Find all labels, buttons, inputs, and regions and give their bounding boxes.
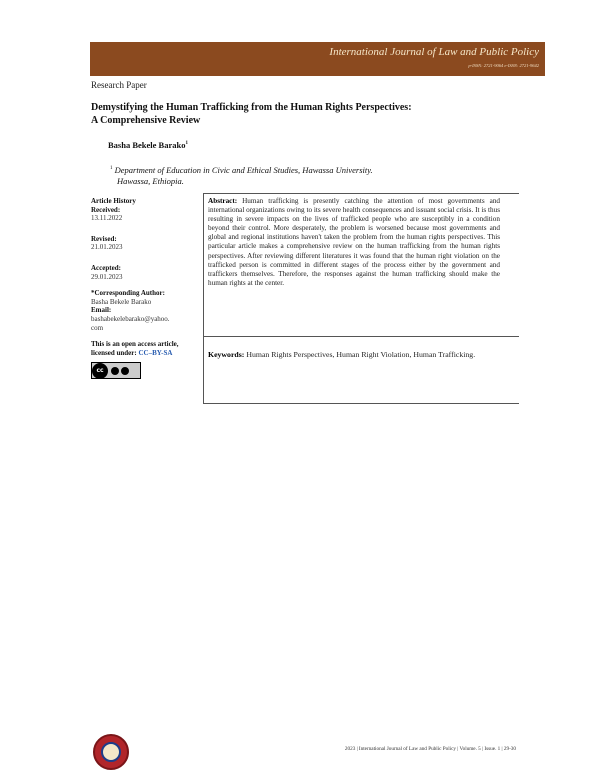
title-line-1: Demystifying the Human Trafficking from the Human Rights Perspectives:: [91, 102, 412, 113]
article-info-sidebar: [91, 197, 201, 379]
affiliation: [110, 163, 440, 188]
footer-citation: 2023 | International Journal of Law and Public Policy | Volume. 5 | Issue. 1 | 29-30: [344, 746, 516, 752]
author: [108, 140, 188, 150]
licensed-under-text: licensed under:: [91, 348, 139, 357]
seal-center: [101, 742, 121, 762]
abstract: [208, 197, 500, 288]
attribution-icon: [111, 367, 119, 375]
abstract-label: Abstract:: [208, 197, 238, 205]
keywords-text: Human Rights Perspectives, Human Right Violation, Human Trafficking.: [246, 350, 476, 359]
paper-type: Research Paper: [91, 80, 147, 90]
journal-banner: [90, 42, 545, 76]
email-line-2[interactable]: com: [91, 323, 104, 332]
open-access-line-2: [91, 349, 201, 358]
share-alike-icon: [121, 367, 129, 375]
accepted-date: 29.01.2023: [91, 272, 123, 281]
keywords-bottom-rule: [203, 403, 519, 404]
abstract-text: Human trafficking is presently catching the attention of most governments and international organizations owing to its severe health consequences and issuant social crisis. It is thus resulting in severe impacts on the lives of trafficked people who are susceptibly in a condition beyond their control. More desperately, the problem is worsened because most governments and global and regional institutions haven't taken the problem from the human rights perspectives. This particular article makes a comprehensive review on the human trafficking from the human rights perspectives. After reviewing different literatures it was found that the human right violation on the trafficked person is committed in different stages of the process either by the government and traffickers themselves. Therefore, the responses against the human trafficking should make the human rights at the center.: [208, 197, 501, 287]
journal-name: International Journal of Law and Public Policy: [329, 46, 539, 58]
received-label: Received:: [91, 205, 121, 214]
license-link[interactable]: CC–BY-SA: [138, 348, 173, 357]
history-heading: Article History: [91, 197, 136, 205]
cc-logo-icon: cc: [92, 363, 108, 379]
received-date: 13.11.2022: [91, 214, 123, 223]
title-line-2: A Comprehensive Review: [91, 115, 201, 126]
open-access-line-1: This is an open access article,: [91, 340, 179, 349]
author-affil-marker: 1: [185, 141, 188, 147]
affil-line-2: Hawassa, Ethiopia.: [117, 176, 184, 187]
box-top-rule: [203, 193, 519, 194]
column-divider: [203, 193, 204, 403]
corresponding-label: *Corresponding Author:: [91, 289, 165, 298]
email-line-1[interactable]: bashabekelebarako@yahoo.: [91, 314, 170, 323]
university-seal-icon: [93, 734, 129, 770]
cc-by-sa-badge-icon[interactable]: [91, 362, 141, 379]
corresponding-name: Basha Bekele Barako: [91, 297, 152, 306]
affil-marker: 1: [110, 166, 113, 171]
journal-issn: p-ISSN: 2721-9064 e-ISSN: 2721-9642: [468, 63, 539, 68]
revised-label: Revised:: [91, 234, 117, 243]
keywords-label: Keywords:: [208, 350, 245, 359]
email-label: Email:: [91, 306, 112, 315]
accepted-label: Accepted:: [91, 263, 121, 272]
affil-line-1: Department of Education in Civic and Ethical Studies, Hawassa University.: [114, 164, 373, 175]
abstract-bottom-rule: [203, 336, 519, 337]
revised-date: 21.01.2023: [91, 243, 123, 252]
paper-title: [91, 101, 531, 127]
author-name: Basha Bekele Barako: [108, 140, 186, 150]
keywords: [208, 350, 500, 360]
